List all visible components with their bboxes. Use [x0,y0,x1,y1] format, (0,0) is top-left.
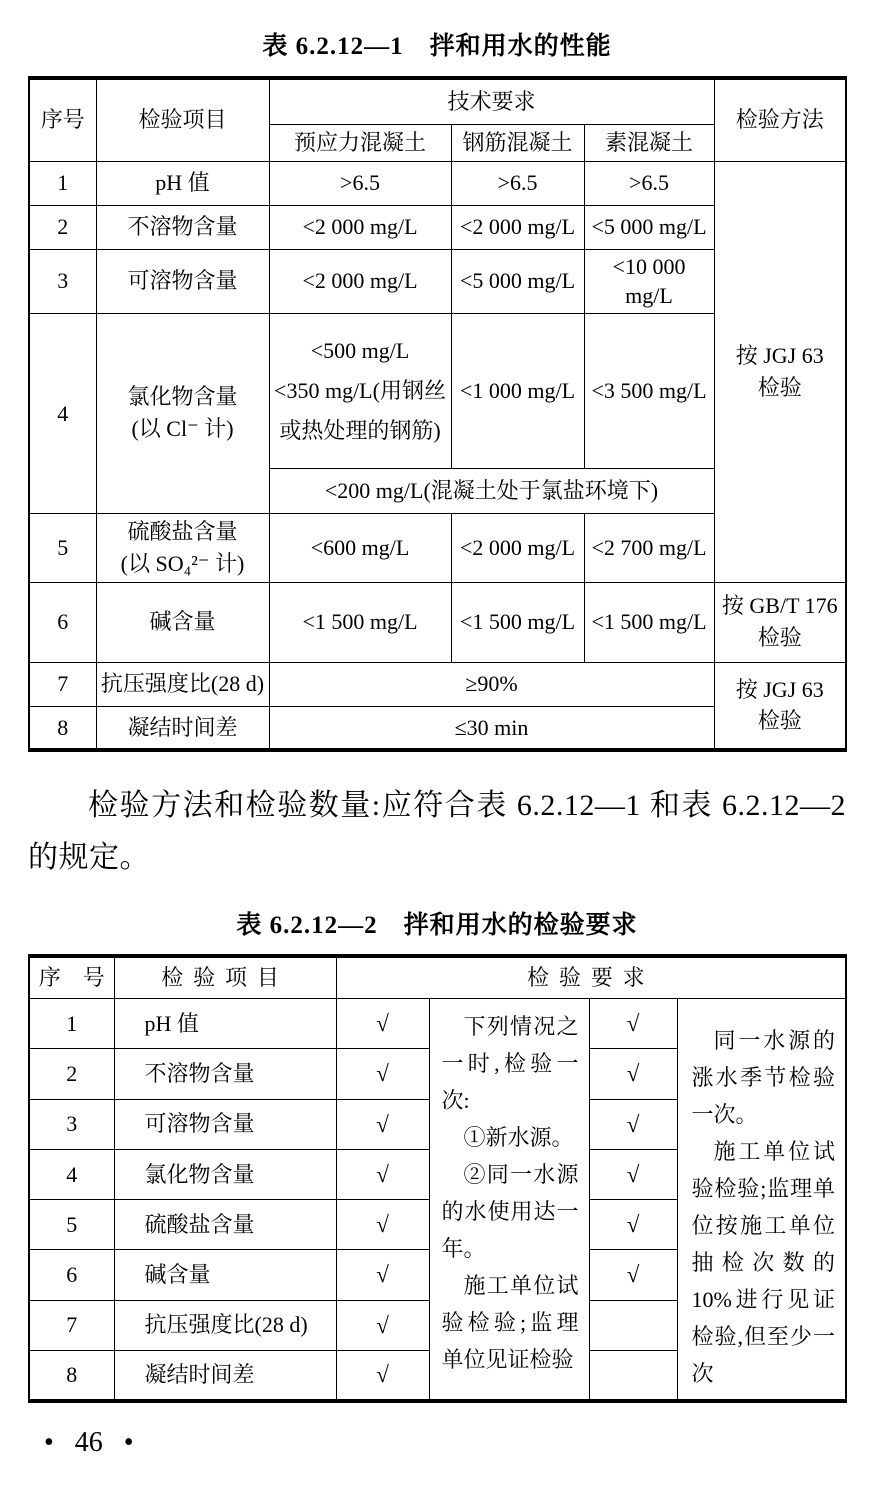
item-cell: 硫酸盐含量 [114,1200,336,1250]
header-item: 检验项目 [96,78,269,161]
header-method: 检验方法 [714,78,846,161]
value-cell: <1 000 mg/L [451,313,584,468]
value-cell: <3 500 mg/L [584,313,714,468]
seq-cell: 1 [29,161,96,205]
note-paragraph: 下列情况之一时,检验一次: [441,1014,579,1113]
item-line: (以 Cl⁻ 计) [131,416,234,442]
checkmark-cell: √ [336,1099,429,1149]
checkmark-cell: √ [336,999,429,1049]
value-cell: <1 500 mg/L [584,582,714,662]
value-cell: <1 500 mg/L [269,582,451,662]
item-cell [96,513,269,582]
item-cell: 凝结时间差 [96,706,269,750]
note-paragraph: 施工单位试验检验;监理单位见证检验 [441,1272,579,1372]
header-item: 检验项目 [114,956,336,999]
seq-cell: 8 [29,1350,114,1400]
table1-mixing-water-performance [28,76,847,752]
method-line: 按 GB/T 176 [721,593,838,619]
value-line: <500 mg/L [310,338,410,364]
item-cell: 抗压强度比(28 d) [114,1300,336,1350]
seq-cell: 6 [29,582,96,662]
checkmark-cell: √ [336,1049,429,1099]
value-cell: >6.5 [451,161,584,205]
table-row [29,582,846,662]
value-cell: <5 000 mg/L [584,205,714,249]
checkmark-cell: √ [336,1300,429,1350]
method-line: 按 JGJ 63 [735,342,824,368]
seq-cell: 3 [29,249,96,313]
checkmark-cell [589,1350,677,1400]
header-sub-reinforced: 钢筋混凝土 [451,124,584,161]
method-line: 检验 [757,374,802,400]
table2-inspection-requirements [28,954,847,1403]
value-cell: <2 000 mg/L [269,249,451,313]
seq-cell: 6 [29,1250,114,1300]
item-cell: 抗压强度比(28 d) [96,662,269,706]
value-cell [269,313,451,468]
value-span-cell: ≥90% [269,662,714,706]
value-cell: >6.5 [584,161,714,205]
method-cell-gbt176 [714,582,846,662]
method-line: 检验 [757,625,802,651]
value-cell: <2 000 mg/L [269,205,451,249]
checkmark-cell: √ [589,1049,677,1099]
table2-title: 表 6.2.12—2 拌和用水的检验要求 [236,911,638,939]
item-cell [96,313,269,513]
seq-cell: 3 [29,1099,114,1149]
note-paragraph: 施工单位试验检验;监理单位按施工单位抽检次数的10%进行见证检验,但至少一次 [691,1138,836,1386]
item-line: 氯化物含量 [127,384,238,410]
value-span-cell: <200 mg/L(混凝土处于氯盐环境下) [269,468,714,513]
item-line: 硫酸盐含量 [127,518,238,544]
method-line: 检验 [757,708,802,734]
checkmark-cell: √ [336,1200,429,1250]
value-cell: <1 500 mg/L [451,582,584,662]
value-cell: <2 700 mg/L [584,513,714,582]
seq-cell: 8 [29,706,96,750]
method-cell-jgj63 [714,662,846,750]
value-cell: <2 000 mg/L [451,513,584,582]
seq-cell: 4 [29,1149,114,1199]
checkmark-cell: √ [589,1250,677,1300]
checkmark-cell: √ [336,1250,429,1300]
item-cell: pH 值 [96,161,269,205]
seq-cell: 1 [29,999,114,1049]
value-cell: <10 000 mg/L [584,249,714,313]
checkmark-cell: √ [589,1099,677,1149]
checkmark-cell: √ [589,1200,677,1250]
table-row [29,161,846,205]
item-cell: 凝结时间差 [114,1350,336,1400]
checkmark-cell: √ [589,1149,677,1199]
seq-cell: 5 [29,1200,114,1250]
checkmark-cell: √ [336,1350,429,1400]
value-cell: <2 000 mg/L [451,205,584,249]
body-paragraph: 检验方法和检验数量:应符合表 6.2.12—1 和表 6.2.12—2 的规定。 [28,789,846,875]
item-cell: 氯化物含量 [114,1149,336,1199]
value-cell: >6.5 [269,161,451,205]
item-cell: 不溶物含量 [114,1049,336,1099]
method-cell-jgj63 [714,161,846,582]
table-row [29,662,846,706]
note-paragraph: 同一水源的涨水季节检验一次。 [691,1028,836,1127]
header-sub-plain: 素混凝土 [584,124,714,161]
note-condition-cell [429,999,589,1401]
table1-title: 表 6.2.12—1 拌和用水的性能 [262,33,612,60]
seq-cell: 4 [29,313,96,513]
value-span-cell: ≤30 min [269,706,714,750]
header-sub-prestressed: 预应力混凝土 [269,124,451,161]
seq-cell: 2 [29,205,96,249]
item-cell: 可溶物含量 [114,1099,336,1149]
item-cell: pH 值 [114,999,336,1049]
note-paragraph: ②同一水源的水使用达一年。 [441,1161,579,1261]
table-row [29,999,846,1049]
table2-header-row [29,956,846,999]
table1-header-row-1 [29,78,846,124]
value-line: <350 mg/L(用钢丝或热处理的钢筋) [274,378,446,443]
seq-cell: 5 [29,513,96,582]
checkmark-cell: √ [336,1149,429,1199]
note-paragraph: ①新水源。 [463,1124,574,1150]
seq-cell: 7 [29,662,96,706]
value-cell: <5 000 mg/L [451,249,584,313]
method-line: 按 JGJ 63 [735,676,824,702]
header-tech-requirements: 技术要求 [269,78,714,124]
header-seq: 序 号 [29,956,114,999]
value-cell: <600 mg/L [269,513,451,582]
item-cell: 碱含量 [96,582,269,662]
item-line: (以 SO₄²⁻ 计) [120,550,245,576]
item-cell: 不溶物含量 [96,205,269,249]
header-seq: 序号 [29,78,96,161]
checkmark-cell: √ [589,999,677,1049]
page-number: • 46 • [44,1426,134,1458]
item-cell: 可溶物含量 [96,249,269,313]
seq-cell: 2 [29,1049,114,1099]
item-cell: 碱含量 [114,1250,336,1300]
header-requirements: 检验要求 [336,956,846,999]
note-frequency-cell [677,999,846,1401]
seq-cell: 7 [29,1300,114,1350]
